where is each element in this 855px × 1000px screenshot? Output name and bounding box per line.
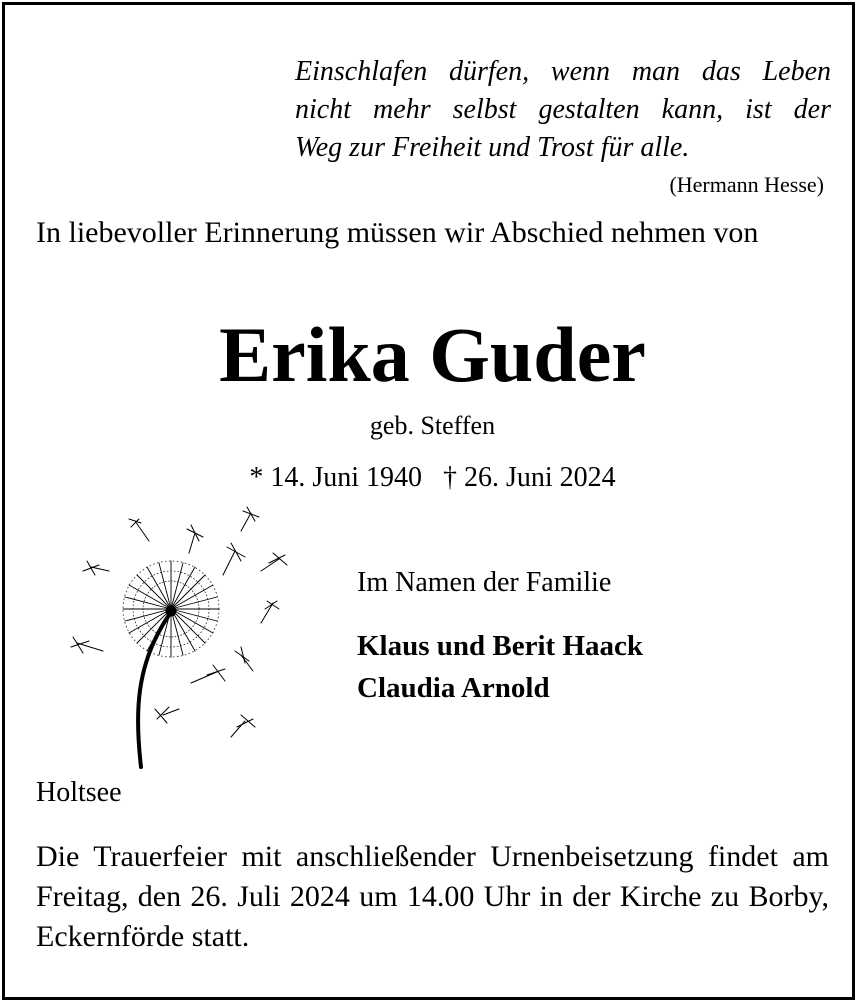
ceremony-body: Die Trauerfeier mit anschließender Urnenbeisetzung findet am Freitag, den 26. Juli 2024 um 14.00 Uhr in der Kirche zu Borby, Eckernförde statt. [36, 840, 829, 953]
family-names [357, 625, 643, 709]
ceremony-text [36, 837, 829, 957]
maiden-name: geb. Steffen [369, 411, 496, 440]
quote-line: nicht mehr selbst gestalten kann, ist der [295, 94, 831, 125]
obituary-notice [2, 2, 855, 1000]
family-name: Claudia Arnold [357, 672, 550, 704]
family-intro: Im Namen der Familie [357, 567, 612, 598]
quote-line: Weg zur Freiheit und Trost für alle. [295, 132, 690, 163]
quote-author: (Hermann Hesse) [669, 172, 824, 197]
deceased-name: Erika Guder [219, 311, 646, 398]
life-dates [5, 460, 855, 496]
death-date: † 26. Juni 2024 [443, 462, 616, 493]
place: Holtsee [36, 777, 122, 808]
birth-date: * 14. Juni 1940 [249, 462, 422, 493]
quote-line: Einschlafen dürfen, wenn man das Leben [295, 56, 831, 87]
dandelion-icon [65, 505, 305, 770]
intro-text: In liebevoller Erinnerung müssen wir Abschied nehmen von [36, 216, 759, 249]
family-name: Klaus und Berit Haack [357, 630, 644, 662]
quote [295, 53, 831, 167]
